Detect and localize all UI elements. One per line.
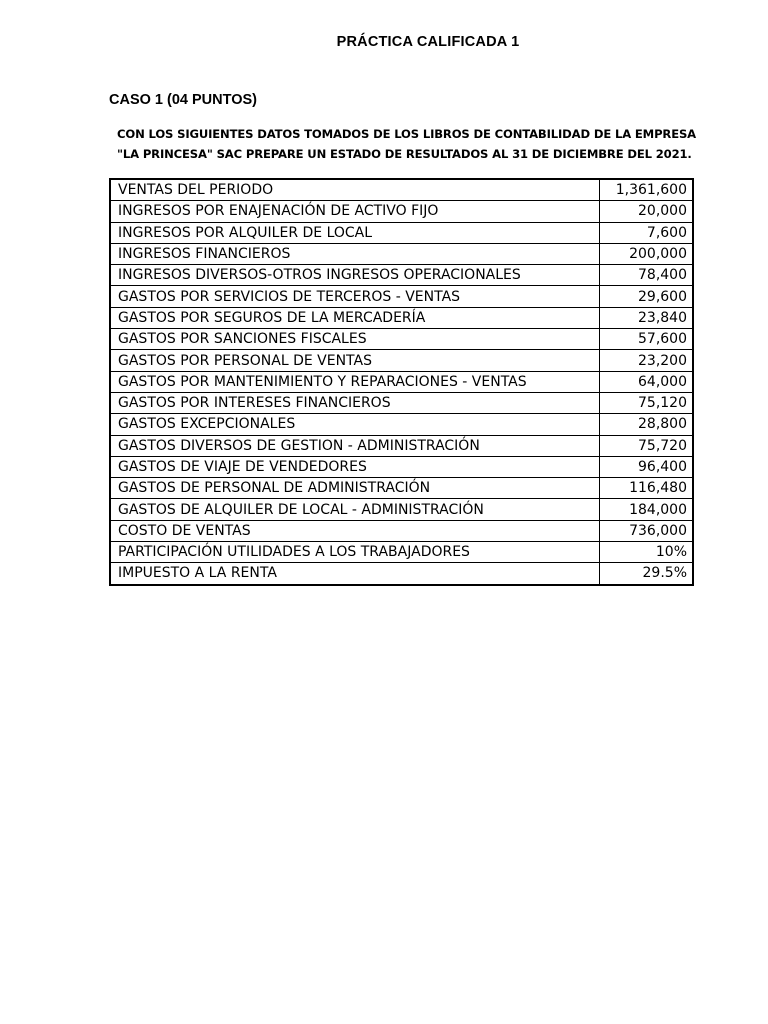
table-row (110, 392, 693, 413)
amount-cell: 7,600 (599, 222, 693, 243)
amount-cell: 75,120 (599, 392, 693, 413)
concept-cell: GASTOS POR MANTENIMIENTO Y REPARACIONES - VENTAS (110, 371, 599, 392)
concept-cell: PARTICIPACIÓN UTILIDADES A LOS TRABAJADORES (110, 542, 599, 563)
amount-cell: 28,800 (599, 414, 693, 435)
table-row (110, 456, 693, 477)
concept-cell: GASTOS DE ALQUILER DE LOCAL - ADMINISTRACIÓN (110, 499, 599, 520)
concept-cell: GASTOS POR SEGUROS DE LA MERCADERÍA (110, 307, 599, 328)
instructions-line: CON LOS SIGUIENTES DATOS TOMADOS DE LOS LIBROS DE CONTABILIDAD DE LA EMPRESA (117, 127, 696, 141)
instructions (117, 124, 717, 164)
amount-cell: 20,000 (599, 201, 693, 222)
page-title: PRÁCTICA CALIFICADA 1 (336, 34, 520, 50)
concept-cell: GASTOS DE PERSONAL DE ADMINISTRACIÓN (110, 478, 599, 499)
concept-cell: GASTOS EXCEPCIONALES (110, 414, 599, 435)
amount-cell: 184,000 (599, 499, 693, 520)
concept-cell: GASTOS DIVERSOS DE GESTION - ADMINISTRACIÓN (110, 435, 599, 456)
amount-cell: 29,600 (599, 286, 693, 307)
instructions-line: "LA PRINCESA" SAC PREPARE UN ESTADO DE RESULTADOS AL 31 DE DICIEMBRE DEL 2021. (117, 147, 692, 161)
amount-cell: 64,000 (599, 371, 693, 392)
amount-cell: 75,720 (599, 435, 693, 456)
amount-cell: 78,400 (599, 265, 693, 286)
table-row (110, 542, 693, 563)
table-row (110, 520, 693, 541)
table-row (110, 499, 693, 520)
amount-cell: 200,000 (599, 243, 693, 264)
concept-cell: GASTOS POR PERSONAL DE VENTAS (110, 350, 599, 371)
concept-cell: IMPUESTO A LA RENTA (110, 563, 599, 585)
concept-cell: GASTOS POR SANCIONES FISCALES (110, 329, 599, 350)
table-row (110, 350, 693, 371)
table-row (110, 286, 693, 307)
table-row (110, 265, 693, 286)
amount-cell: 10% (599, 542, 693, 563)
concept-cell: INGRESOS FINANCIEROS (110, 243, 599, 264)
table-row (110, 179, 693, 201)
table-row (110, 414, 693, 435)
case-title: CASO 1 (04 PUNTOS) (109, 92, 257, 108)
accounting-data-table (109, 178, 694, 586)
concept-cell: GASTOS DE VIAJE DE VENDEDORES (110, 456, 599, 477)
concept-cell: INGRESOS DIVERSOS-OTROS INGRESOS OPERACIONALES (110, 265, 599, 286)
concept-cell: GASTOS POR INTERESES FINANCIEROS (110, 392, 599, 413)
amount-cell: 57,600 (599, 329, 693, 350)
table-row (110, 307, 693, 328)
amount-cell: 1,361,600 (599, 179, 693, 201)
amount-cell: 116,480 (599, 478, 693, 499)
table-row (110, 563, 693, 585)
table-row (110, 478, 693, 499)
amount-cell: 96,400 (599, 456, 693, 477)
table-row (110, 435, 693, 456)
concept-cell: GASTOS POR SERVICIOS DE TERCEROS - VENTAS (110, 286, 599, 307)
table-row (110, 329, 693, 350)
table-row (110, 371, 693, 392)
amount-cell: 23,200 (599, 350, 693, 371)
amount-cell: 736,000 (599, 520, 693, 541)
table-row (110, 201, 693, 222)
table-row (110, 243, 693, 264)
amount-cell: 29.5% (599, 563, 693, 585)
concept-cell: INGRESOS POR ALQUILER DE LOCAL (110, 222, 599, 243)
concept-cell: COSTO DE VENTAS (110, 520, 599, 541)
table-row (110, 222, 693, 243)
concept-cell: INGRESOS POR ENAJENACIÓN DE ACTIVO FIJO (110, 201, 599, 222)
amount-cell: 23,840 (599, 307, 693, 328)
concept-cell: VENTAS DEL PERIODO (110, 179, 599, 201)
